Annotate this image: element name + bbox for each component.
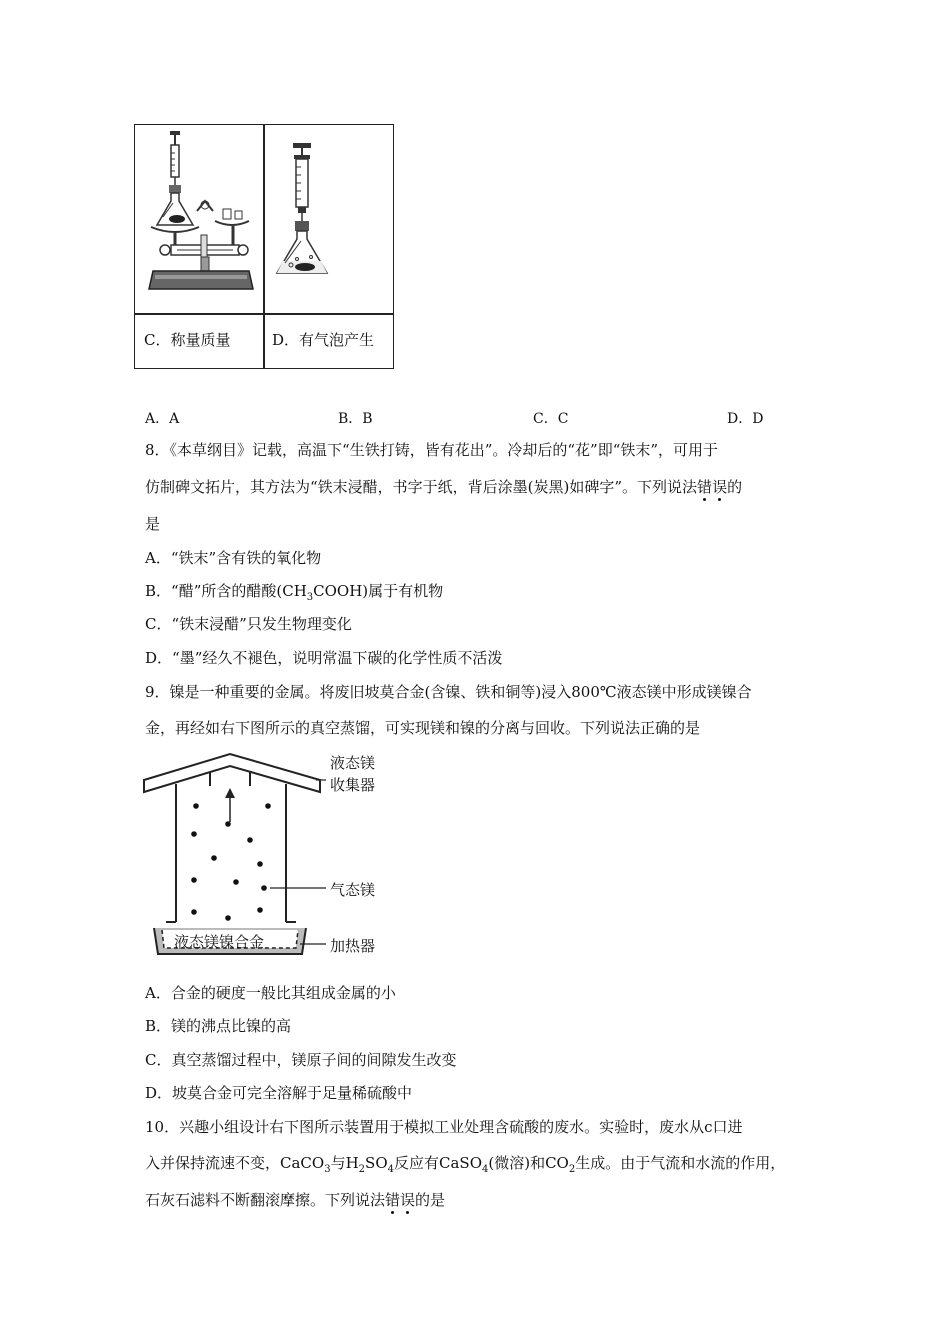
syringe-flask-illustration <box>271 141 361 281</box>
table-divider <box>135 313 393 315</box>
q8-option-a[interactable]: A．“铁末”含有铁的氧化物 <box>145 549 322 567</box>
collector-label-line1: 液态镁 <box>330 754 376 772</box>
heater-label: 加热器 <box>330 937 376 955</box>
q9-option-c[interactable]: C．真空蒸馏过程中，镁原子间的间隙发生改变 <box>145 1051 457 1069</box>
q8-option-b[interactable]: B．“醋”所含的醋酸$(CH_3COOH)$属于有机物 <box>145 582 444 603</box>
q8-stem-line2: 仿制碑文拓片，其方法为“铁末浸醋，书字于纸，背后涂墨(炭黑)如碑字”。下列说法错误的 <box>145 478 743 496</box>
q7-choice-b[interactable]: B．B <box>338 411 373 427</box>
emphasis-char: 误 <box>712 478 728 496</box>
q9-option-d[interactable]: D．坡莫合金可完全溶解于足量稀硫酸中 <box>145 1084 413 1102</box>
q10-stem-line1: 10．兴趣小组设计右下图所示装置用于模拟工业处理含硫酸的废水。实验时，废水从c口进 <box>145 1118 743 1136</box>
q7-choice-d[interactable]: D．D <box>727 411 764 427</box>
table-divider <box>263 125 265 368</box>
q10-stem-line3: 石灰石滤料不断翻滚摩擦。下列说法错误的是 <box>145 1191 446 1209</box>
q7-choice-c[interactable]: C．C <box>533 411 569 427</box>
q9-option-b[interactable]: B．镁的沸点比镍的高 <box>145 1017 292 1035</box>
q7-choice-a[interactable]: A．A <box>145 411 180 427</box>
collector-label-line2: 收集器 <box>330 776 376 794</box>
q7-figure-table <box>134 124 394 369</box>
q8-stem-line3: 是 <box>145 515 161 533</box>
emphasis-char: 错 <box>697 478 713 496</box>
q8-option-d[interactable]: D．“墨”经久不褪色，说明常温下碳的化学性质不活泼 <box>145 649 503 667</box>
alloy-label: 液态镁镍合金 <box>174 933 265 951</box>
q9-stem-line2: 金，再经如右下图所示的真空蒸馏，可实现镁和镍的分离与回收。下列说法正确的是 <box>145 719 701 737</box>
q9-stem-line1: 9．镍是一种重要的金属。将废旧坡莫合金(含镍、铁和铜等)浸入800℃液态镁中形成镁镍合 <box>145 683 752 701</box>
q8-option-c[interactable]: C．“铁末浸醋”只发生物理变化 <box>145 615 352 633</box>
gas-magnesium-label: 气态镁 <box>330 881 376 899</box>
option-d-caption: D．有气泡产生 <box>272 331 375 349</box>
q10-stem-line2: 入并保持流速不变，CaCO$_3$与$H_2SO_4$反应有CaSO$_4$(微溶)和$CO_2$生成。由于气流和水流的作用， <box>145 1154 786 1175</box>
option-c-caption: C．称量质量 <box>144 331 231 349</box>
emphasis-char: 误 <box>400 1191 416 1209</box>
emphasis-char: 错 <box>385 1191 401 1209</box>
q8-stem-line1: 8．《本草纲目》记载，高温下“生铁打铸，皆有花出”。冷却后的“花”即“铁末”，可用于 <box>145 441 719 459</box>
balance-apparatus-illustration <box>145 129 257 304</box>
q9-option-a[interactable]: A．合金的硬度一般比其组成金属的小 <box>145 984 396 1002</box>
